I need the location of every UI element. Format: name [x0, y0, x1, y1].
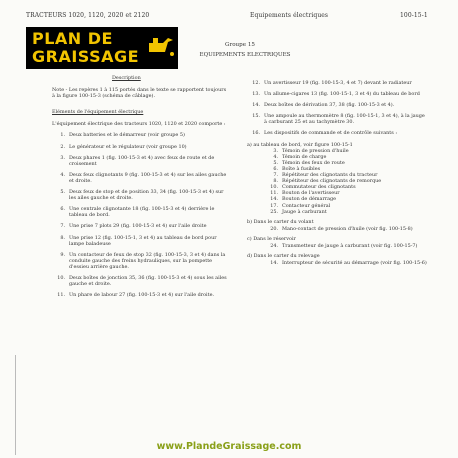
item-text: Répétiteur des clignotants de remorque: [282, 178, 382, 185]
item-number: 8.: [273, 178, 278, 185]
item-number: 24.: [270, 242, 278, 249]
item-number: 15.: [252, 113, 260, 120]
item-text: Témoin de pression d'huile: [282, 147, 349, 154]
item-number: 12.: [252, 80, 260, 86]
item-text: Un avertisseur 19 (fig. 100-15-3, 4 et 7) devant le radiateur: [264, 80, 412, 86]
item-number: 11.: [57, 292, 65, 299]
item-text: Répétiteur des clignotants du tracteur: [282, 172, 378, 179]
item-text: Une prise 12 (fig. 100-15-1, 3 et 4) au tableau de bord pour lampe baladeuse: [69, 234, 217, 247]
item-number: 25.: [270, 208, 278, 215]
list-item: [265, 209, 427, 215]
item-number: 2.: [60, 143, 65, 150]
item-text: Mano-contact de pression d'huile (voir fig. 100-15-8): [282, 225, 413, 232]
item-text: Deux boîtes de jonction 35, 36 (fig. 100-15-3 et 4) sous les ailes gauche et droite.: [69, 274, 227, 288]
scan-edge-line: [15, 355, 16, 455]
intro-text: L'équipement électrique des tracteurs 1020, 1120 et 2020 comporte :: [52, 121, 226, 128]
list-item: [247, 113, 427, 125]
item-text: Un contacteur de feux de stop 32 (fig. 100-15-3, 3 et 4) dans la conduite gauche des freins hydrauliques, sur la pompette d'essieu arrière gauche.: [69, 251, 226, 270]
item-text: Deux batteries et le démarreur (voir groupe 5): [69, 132, 185, 139]
item-number: 7.: [273, 172, 278, 179]
item-number: 10.: [270, 184, 278, 191]
item-number: 10.: [57, 274, 65, 281]
description-title: Description: [112, 75, 141, 81]
header-center: Equipements électriques: [250, 12, 329, 19]
logo-line1: PLAN DE: [32, 29, 113, 48]
item-number: 11.: [270, 190, 278, 197]
oil-can-icon: [146, 33, 174, 59]
item-text: Bouton de l'avertisseur: [282, 190, 340, 197]
item-text: Témoin des feux de route: [282, 159, 345, 166]
list-item: [52, 172, 230, 184]
left-column: [52, 75, 230, 298]
item-number: 13.: [252, 91, 260, 98]
section-title: EQUIPEMENTS ELECTRIQUES: [199, 52, 291, 58]
sub-a-label: a) au tableau de bord, voir figure 100-15-1: [247, 141, 353, 148]
list-item: [265, 226, 427, 232]
footer-site-url[interactable]: www.PlandeGraissage.com: [156, 441, 302, 452]
header-left: TRACTEURS 1020, 1120, 2020 et 2120: [26, 12, 150, 19]
item-text: Deux phares 1 (fig. 100-15-3 et 4) avec feux de route et de croisement: [69, 154, 215, 167]
elements-title: Eléments de l'équipement électrique: [52, 109, 144, 116]
item-number: 9.: [60, 251, 65, 258]
sub-b-label: b) Dans le carter du volant: [247, 218, 314, 225]
list-item: [247, 102, 427, 108]
item-text: Le générateur et le régulateur (voir groupe 10): [69, 143, 187, 150]
logo-line2: GRAISSAGE: [32, 47, 140, 66]
header-right: 100-15-1: [400, 12, 428, 19]
left-item-list: [52, 132, 230, 298]
sub-c-label: c) Dans le réservoir: [247, 235, 296, 242]
item-number: 16.: [252, 130, 260, 137]
item-text: Deux boîtes de dérivation 37, 38 (fig. 100-15-3 et 4).: [264, 102, 395, 109]
item-text: Une prise 7 plots 29 (fig. 100-15-3 et 4) sur l'aile droite: [69, 223, 207, 230]
item-number: 20.: [270, 225, 278, 232]
item-number: 14.: [270, 196, 278, 203]
item-text: Boîte à fusibles: [282, 165, 321, 172]
list-item: [52, 206, 230, 218]
item-number: 6.: [273, 165, 278, 172]
item-text: Transmetteur de jauge à carburant (voir fig. 100-15-7): [282, 242, 418, 249]
list-item: [52, 292, 230, 298]
item-text: Jauge à carburant: [282, 208, 327, 215]
list-item: [247, 130, 427, 136]
group-label: Groupe 15: [225, 42, 255, 48]
item-number: 8.: [60, 234, 65, 241]
item-number: 5.: [273, 159, 278, 166]
item-text: Commutateur des clignotants: [282, 184, 356, 191]
item-number: 4.: [60, 171, 65, 178]
sub-d-label: d) Dans le carter du relevage: [247, 253, 320, 260]
item-number: 17.: [270, 202, 278, 209]
watermark-logo: [26, 27, 178, 69]
sub-b-list: [247, 226, 427, 232]
sub-c-list: [247, 243, 427, 249]
list-item: [247, 91, 427, 97]
right-column: [247, 75, 427, 266]
item-text: Deux feux de stop et de position 33, 34 (fig. 100-15-3 et 4) sur les ailes gauche et droite.: [69, 189, 224, 202]
item-text: Une ampoule au thermomètre 8 (fig. 100-15-1, 3 et 4), à la jauge à carburant 25 et au tachymètre 30.: [264, 113, 425, 126]
list-item: [52, 235, 230, 247]
list-item: [52, 223, 230, 229]
item-number: 1.: [60, 132, 65, 139]
item-text: Un allume-cigares 13 (fig. 100-15-1, 3 et 4) du tableau de bord: [264, 91, 420, 98]
item-text: Contacteur général: [282, 202, 331, 209]
item-text: Interrupteur de sécurité au démarrage (voir fig. 100-15-6): [282, 260, 427, 267]
item-number: 3.: [273, 147, 278, 154]
item-number: 7.: [60, 223, 65, 230]
list-item: [247, 80, 427, 86]
item-text: Un phare de labour 27 (fig. 100-15-3 et 4) sur l'aile droite.: [69, 292, 215, 299]
note-text: Note - Les repères 1 à 115 portés dans le texte se rapportent toujours à la figure 100-15-3 (schéma de câblage).: [52, 87, 227, 100]
sub-d-list: [247, 260, 427, 266]
item-number: 6.: [60, 206, 65, 213]
sub-a-list: [247, 148, 427, 215]
right-item-list: [247, 80, 427, 137]
item-number: 3.: [60, 154, 65, 161]
list-item: [265, 243, 427, 249]
list-item: [52, 144, 230, 150]
item-text: Deux feux clignotants 9 (fig. 100-15-3 et 4) sur les ailes gauche et droite.: [69, 171, 227, 184]
item-number: 14.: [252, 102, 260, 109]
item-number: 14.: [270, 260, 278, 267]
item-text: Les dispositifs de commande et de contrôle suivants :: [264, 130, 397, 137]
list-item: [52, 189, 230, 201]
list-item: [52, 275, 230, 287]
list-item: [52, 252, 230, 270]
list-item: [52, 132, 230, 138]
list-item: [265, 260, 427, 266]
list-item: [52, 155, 230, 167]
item-number: 5.: [60, 189, 65, 196]
item-text: Bouton de démarrage: [282, 196, 337, 203]
item-text: Témoin de charge: [282, 153, 327, 160]
item-number: 4.: [273, 153, 278, 160]
item-text: Une centrale clignotante 18 (fig. 100-15-3 et 4) derrière le tableau de bord.: [69, 206, 215, 219]
